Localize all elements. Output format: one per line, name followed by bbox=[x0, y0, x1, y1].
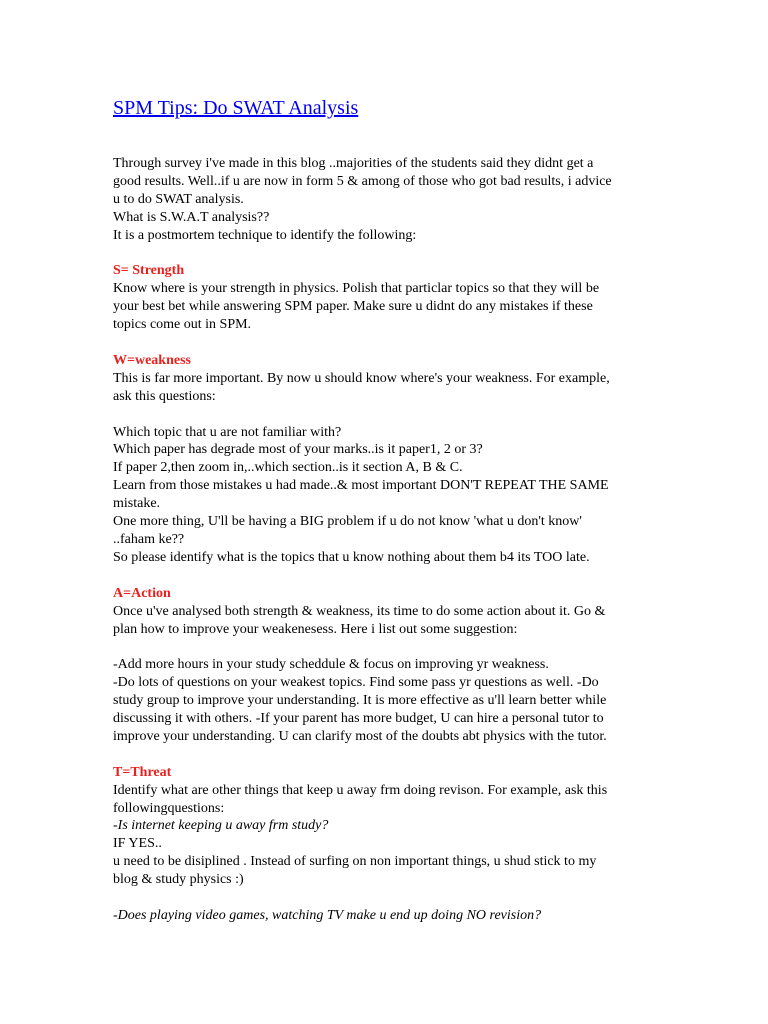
action-line: plan how to improve your weakenesess. Here i list out some suggestion: bbox=[113, 621, 518, 637]
weakness-question: Learn from those mistakes u had made..& most important DON'T REPEAT THE SAME bbox=[113, 478, 609, 494]
weakness-line: This is far more important. By now u should know where's your weakness. For example, bbox=[113, 370, 610, 386]
threat-question: -Is internet keeping u away frm study? bbox=[113, 818, 329, 834]
threat-answer-line: IF YES.. bbox=[113, 836, 162, 852]
paragraph-gap bbox=[113, 746, 658, 764]
intro-line: good results. Well..if u are now in form 5 & among of those who got bad results, i advice bbox=[113, 173, 612, 189]
weakness-line: ask this questions: bbox=[113, 388, 216, 404]
intro-line: u to do SWAT analysis. bbox=[113, 191, 244, 207]
paragraph-gap bbox=[113, 567, 658, 585]
weakness-question: If paper 2,then zoom in,..which section..is it section A, B & C. bbox=[113, 460, 463, 476]
weakness-question: ..faham ke?? bbox=[113, 531, 185, 547]
weakness-question: Which topic that u are not familiar with? bbox=[113, 424, 342, 440]
intro-line: What is S.W.A.T analysis?? bbox=[113, 209, 270, 225]
action-suggestion: improve your understanding. U can clarify most of the doubts abt physics with the tutor. bbox=[113, 728, 607, 744]
post-title-link[interactable]: SPM Tips: Do SWAT Analysis bbox=[113, 97, 359, 119]
action-suggestion: -Do lots of questions on your weakest topics. Find some pass yr questions as well. -Do bbox=[113, 675, 599, 691]
action-heading: A=Action bbox=[113, 585, 171, 601]
action-line: Once u've analysed both strength & weakness, its time to do some action about it. Go & bbox=[113, 603, 606, 619]
action-suggestion: discussing it with others. -If your parent has more budget, U can hire a personal tutor to bbox=[113, 711, 604, 727]
paragraph-gap bbox=[113, 889, 658, 907]
paragraph-gap bbox=[113, 638, 658, 656]
strength-line: Know where is your strength in physics. Polish that particlar topics so that they will be bbox=[113, 281, 600, 297]
threat-line: followingquestions: bbox=[113, 800, 225, 816]
threat-answer-line: blog & study physics :) bbox=[113, 872, 244, 888]
threat-heading: T=Threat bbox=[113, 764, 172, 780]
strength-line: topics come out in SPM. bbox=[113, 317, 252, 333]
paragraph-gap bbox=[113, 406, 658, 424]
weakness-question: mistake. bbox=[113, 496, 161, 512]
action-suggestion: -Add more hours in your study scheddule & focus on improving yr weakness. bbox=[113, 657, 549, 673]
weakness-heading: W=weakness bbox=[113, 352, 191, 368]
threat-question: -Does playing video games, watching TV make u end up doing NO revision? bbox=[113, 907, 542, 923]
intro-line: It is a postmortem technique to identify the following: bbox=[113, 227, 417, 243]
action-suggestion: study group to improve your understanding. It is more effective as u'll learn better while bbox=[113, 693, 607, 709]
weakness-question: Which paper has degrade most of your marks..is it paper1, 2 or 3? bbox=[113, 442, 483, 458]
weakness-question: So please identify what is the topics that u know nothing about them b4 its TOO late. bbox=[113, 549, 590, 565]
threat-answer-line: u need to be disiplined . Instead of surfing on non important things, u shud stick to my bbox=[113, 854, 597, 870]
threat-line: Identify what are other things that keep u away frm doing revison. For example, ask this bbox=[113, 782, 608, 798]
post-body bbox=[113, 155, 658, 925]
weakness-question: One more thing, U'll be having a BIG problem if u do not know 'what u don't know' bbox=[113, 514, 582, 530]
paragraph-gap bbox=[113, 245, 658, 263]
post-title bbox=[113, 95, 358, 121]
paragraph-gap bbox=[113, 334, 658, 352]
strength-line: your best bet while answering SPM paper. Make sure u didnt do any mistakes if these bbox=[113, 299, 593, 315]
intro-line: Through survey i've made in this blog ..majorities of the students said they didnt get a bbox=[113, 156, 594, 171]
strength-heading: S= Strength bbox=[113, 263, 185, 279]
